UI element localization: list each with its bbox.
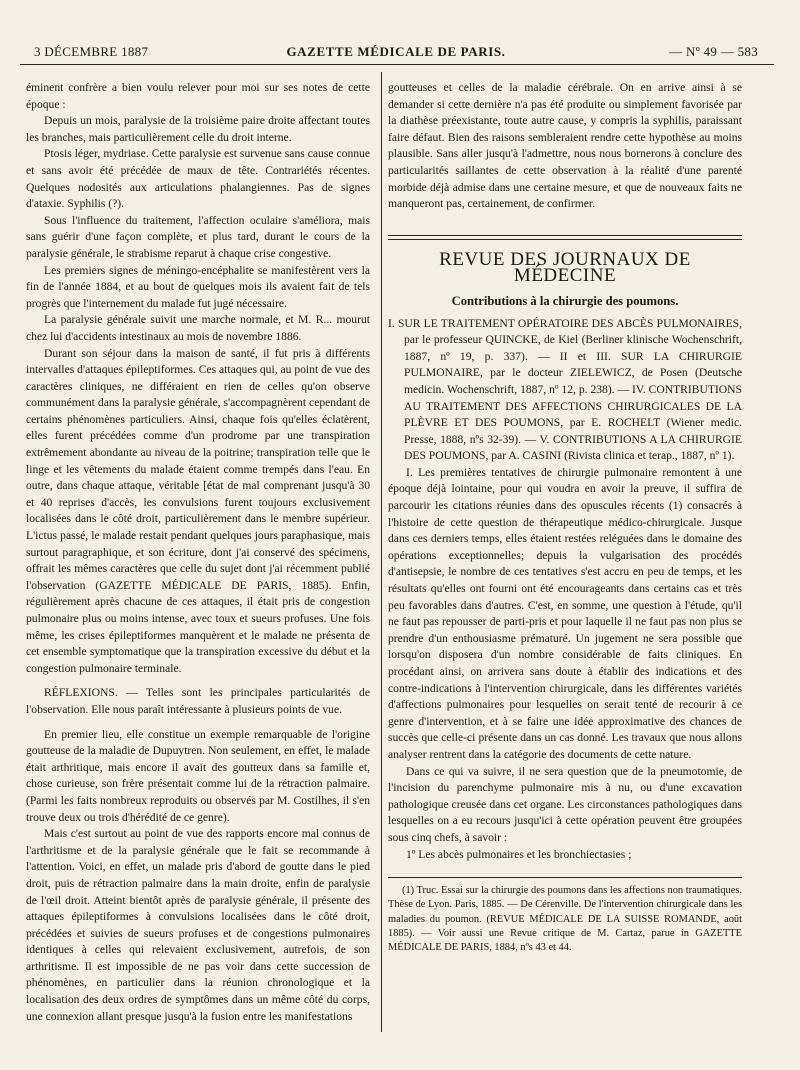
section-title: REVUE DES JOURNAUX DE MÉDECINE xyxy=(439,248,691,287)
reference-list xyxy=(388,316,742,465)
paragraph: 1º Les abcès pulmonaires et les bronchiectasies ; xyxy=(406,847,632,861)
paragraph: éminent confrère a bien voulu relever pour moi sur ses notes de cette époque : xyxy=(26,81,370,111)
left-column xyxy=(26,80,370,1025)
section-rule xyxy=(388,235,742,236)
header-title: GAZETTE MÉDICALE DE PARIS. xyxy=(286,44,506,59)
paragraph: Dans ce qui va suivre, il ne sera question que de la pneumotomie, de l'incision du parenchyme pulmonaire mis à nu, ou d'une excavation pathologique creusée dans cet organe. Les circonstances pathologiques dans lesquelles on a eu recours jusqu'ici à cette opération peuvent être groupées sous cinq chefs, à savoir : xyxy=(388,764,742,844)
footnote-rule xyxy=(388,877,742,878)
paragraph: goutteuses et celles de la maladie cérébrale. On en arrive ainsi à se demander si cette dernière n'a pas été produite ou simplement favorisée par la diathèse préexistante, toute autre cause, y compris la syphilis, paraissant faire défaut. Bien des raisons sembleraient rendre cette hypothèse au moins plausible. Sans aller jusqu'à l'admettre, nous nous bornerons à conclure des particularités saillantes de cette observation à la réalité d'une parenté morbide déjà admise dans une certaine mesure, et que de nouveaux faits ne manqueront pas, certainement, de confirmer. xyxy=(388,81,742,211)
paragraph: Sous l'influence du traitement, l'affection oculaire s'améliora, mais sans guérir d'une façon complète, et plus tard, durant le cours de la paralysie générale, le strabisme reparut à chaque crise congestive. xyxy=(26,213,370,260)
page-header xyxy=(34,44,758,62)
paragraph: Mais c'est surtout au point de vue des rapports encore mal connus de l'arthritisme et de la paralysie générale que le fait se recommande à l'attention. Voici, en effet, un malade pris d'abord de goutte dans le pied droit, puis de rétraction palmaire dans la main droite, enfin de paralysie de l'œil droit. Atteint bientôt après de paralysie générale, il présente des attaques épileptiformes à convulsions localisées dans le côté droit, précédées et suivies de sueurs profuses et de congestions pulmonaires identiques à celles qui relevaient exclusivement, autrefois, de son arthritisme. Il est impossible de ne pas voir dans cette succession de phénomènes, en particulier dans la réunion chronologique et la localisation des deux ordres de symptômes dans un même côté du corps, une connexion allant presque jusqu'à la fusion entre les manifestations xyxy=(26,827,370,1023)
references: I. SUR LE TRAITEMENT OPÉRATOIRE DES ABCÈS PULMONAIRES, par le professeur QUINCKE, de Kiel (Berliner klinische Wochenschrift, 1887, nº 19, p. 337). — II et III. SUR LA CHIRURGIE PULMONAIRE, par le docteur ZIELEWICZ, de Posen (Deutsche medicin. Wochenschrift, 1887, nº 12, p. 238). — IV. CONTRIBUTIONS AU TRAITEMENT DES AFFECTIONS CHIRURGICALES DE LA PLÈVRE ET DES POUMONS, par E. ROCHELT (Wiener medic. Presse, 1888, nºs 32-39). — V. CONTRIBUTIONS A LA CHIRURGIE DES POUMONS, par A. CASINI (Rivista clinica et terap., 1887, nº 1). xyxy=(388,316,742,463)
header-date: 3 DÉCEMBRE 1887 xyxy=(34,44,149,59)
paragraph: Les premiers signes de méningo-encéphalite se manifestèrent vers la fin de l'année 1884, et au bout de quelques mois ils avaient fait de tels progrès que l'internement du malade fut jugé nécessaire. xyxy=(26,263,370,310)
paragraph: En premier lieu, elle constitue un exemple remarquable de l'origine goutteuse de la maladie de Dupuytren. Non seulement, en effet, le malade était arthritique, mais encore il avait des goutteux dans sa famille et, chose curieuse, son frère présentait comme lui de la rétraction palmaire. (Parmi les faits nombreux reproduits ou observés par M. Costilhes, il s'en trouve deux ou trois d'hérédité de ce genre). xyxy=(26,727,370,824)
section-subtitle: Contributions à la chirurgie des poumons. xyxy=(451,293,679,308)
right-column xyxy=(388,80,742,955)
footnote xyxy=(388,884,742,955)
footnote-text: (1) Truc. Essai sur la chirurgie des poumons dans les affections non traumatiques. Thèse de Lyon. Paris, 1885. — De Cérenville. De l'intervention chirurgicale dans les maladies du poumon. (REVUE MÉDICALE DE LA SUISSE ROMANDE, août 1885). — Voir aussi une Revue critique de M. Cartaz, parue in GAZETTE MÉDICALE DE PARIS, 1884, nºs 43 et 44. xyxy=(388,885,742,953)
header-issue: — Nº 49 — 583 xyxy=(669,44,758,59)
header-rule xyxy=(20,64,774,65)
paragraph: I. Les premières tentatives de chirurgie pulmonaire remontent à une époque déjà lointaine, pour qui voudra en avoir la preuve, il suffira de parcourir les citations réunies dans des opuscules récents (1) consacrés à l'histoire de cette question de thérapeutique médico-chirurgicale. Jusque dans ces derniers temps, elles étaient restées reléguées dans le domaine des opérations exceptionnelles; depuis la vulgarisation des procédés d'antisepsie, le nombre de ces tentatives s'est accru en peu de temps, et les résultats qu'elles ont fourni ont été encourageants dans certains cas et très peu favorables dans d'autres. C'est, en somme, une question à l'étude, qu'il ne faut pas repousser de parti-pris et pour laquelle il ne faut pas non plus se prendre d'un enthousiasme prématuré. Un jugement ne sera possible que lorsqu'on disposera d'un nombre considérable de faits cliniques. En procédant ainsi, on arrivera sans doute à établir des indications et des contre-indications à l'intervention chirurgicale, dans les différentes variétés d'affections pulmonaires pour lesquelles on serait tenté de recourir à ce genre d'intervention, et à se faire une idée approximative des chances de succès que celle-ci présente dans un cas donné. Les travaux que nous allons analyser rentrent dans la catégorie des documents de cette nature. xyxy=(388,465,742,761)
paragraph: RÉFLEXIONS. — Telles sont les principales particularités de l'observation. Elle nous paraît intéressante à plusieurs points de vue. xyxy=(26,686,370,716)
paragraph: Durant son séjour dans la maison de santé, il fut pris à différents intervalles d'attaques épileptiformes. Ces attaques qui, au point de vue des caractères cliniques, ne différaient en rien de celles qu'on observe communément dans la paralysie générale, s'accompagnèrent cependant de certains phénomènes particuliers. Ainsi, chaque fois qu'elles éclatèrent, elles furent précédées comme d'un prodrome par une transpiration extrêmement abondante au niveau de la poitrine; transpiration telle que le linge et les vêtements du malade étaient comme trempés dans l'eau. En outre, dans chaque attaque, véritable [état de mal comprenant jusqu'à 30 et 40 reprises d'accès, les convulsions furent toujours exclusivement localisées dans le côté droit, particulièrement dans le membre supérieur. L'ictus passé, le malade restait pendant quelques jours paraphasique, mais surtout paragraphique, et son écriture, dont j'ai conservé des spécimens, offrait les mêmes caractères que celle du sujet dont j'ai récemment publié l'observation (GAZETTE MÉDICALE DE PARIS, 1885). Enfin, régulièrement après chacune de ces attaques, il était pris de congestion pulmonaire plus ou moins intense, avec toux et sueurs profuses. Une fois même, les crises épileptiformes manquèrent et le malade ne présenta de cet ensemble symptomatique que la transpiration excessive du début et la congestion pulmonaire terminale. xyxy=(26,346,371,675)
paragraph: La paralysie générale suivit une marche normale, et M. R... mourut chez lui d'accidents intestinaux au mois de novembre 1886. xyxy=(26,313,370,343)
paragraph: Ptosis léger, mydriase. Cette paralysie est survenue sans cause connue et sans avoir été précédée de maux de tête. Contrariétés récentes. Quelques nodosités aux articulations phalangiennes. Pas de signes d'ataxie. Syphilis (?). xyxy=(26,147,370,211)
column-divider xyxy=(381,72,382,1032)
section-rule xyxy=(388,239,742,240)
paragraph: Depuis un mois, paralysie de la troisième paire droite affectant toutes les branches, mais particulièrement celle du droit interne. xyxy=(26,114,370,144)
